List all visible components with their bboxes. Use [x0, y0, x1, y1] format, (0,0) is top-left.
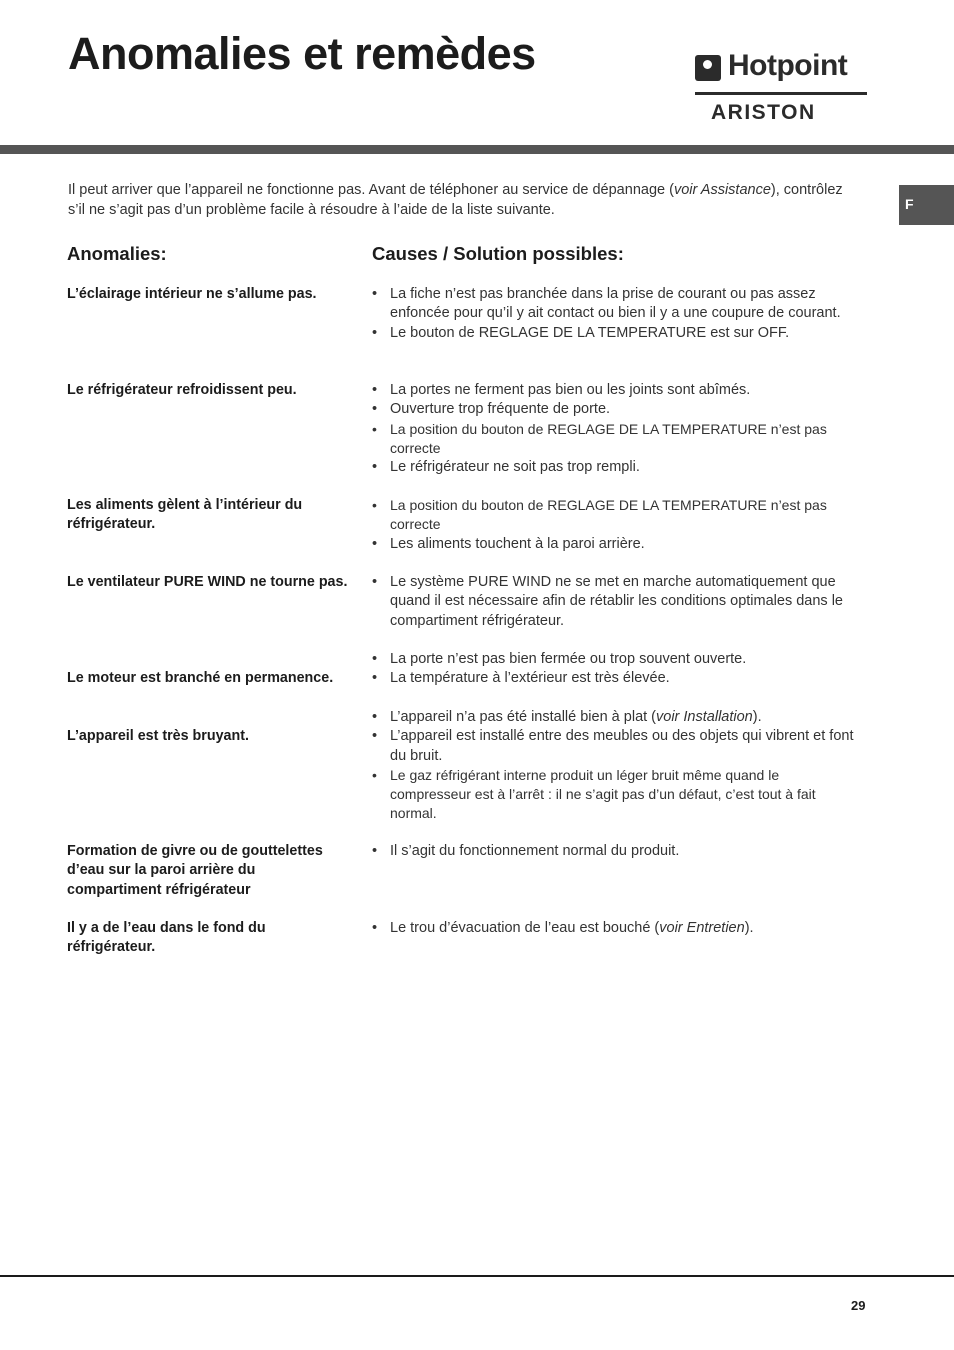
hotpoint-logo-icon — [695, 55, 721, 81]
logo-hotpoint-text: Hotpoint — [728, 49, 848, 82]
footer-rule — [0, 1275, 954, 1277]
intro-part1: Il peut arriver que l’appareil ne fonctionne pas. Avant de téléphoner au service de dépannage ( — [68, 182, 674, 198]
cause-item: • La position du bouton de REGLAGE DE LA TEMPERATURE n’est pas correcte — [372, 496, 850, 535]
cause-text: L’appareil n’a pas été installé bien à plat ( — [390, 709, 657, 725]
anomaly-item: Les aliments gèlent à l’intérieur du réfrigérateur. — [67, 497, 303, 533]
cause-item: • La position du bouton de REGLAGE DE LA TEMPERATURE n’est pas correcte — [372, 420, 850, 459]
cause-item: • La fiche n’est pas branchée dans la prise de courant ou pas assez enfoncée pour qu’il y ait contact ou bien il y a une coupure de courant. — [372, 285, 872, 324]
cause-link: voir Installation — [656, 709, 753, 725]
page-title: Anomalies et remèdes — [68, 28, 536, 79]
page-number: 29 — [851, 1298, 866, 1313]
cause-item: • L’appareil est installé entre des meubles ou des objets qui vibrent et font du bruit. — [372, 727, 872, 766]
cause-list — [372, 919, 872, 938]
cause-item: • Le bouton de REGLAGE DE LA TEMPERATURE est sur OFF. — [372, 324, 872, 343]
anomaly-item: L’appareil est très bruyant. — [67, 728, 249, 744]
cause-list — [372, 496, 872, 554]
cause-list — [372, 285, 872, 343]
cause-item — [372, 919, 872, 938]
cause-text: Le trou d’évacuation de l’eau est bouché ( — [390, 920, 660, 936]
cause-item: • La porte n’est pas bien fermée ou trop souvent ouverte. — [372, 650, 872, 669]
brand-logo — [694, 49, 868, 126]
header-bar — [0, 145, 954, 154]
cause-item — [372, 708, 872, 727]
language-tab — [899, 185, 954, 225]
cause-list — [372, 381, 872, 477]
anomaly-item: Il y a de l’eau dans le fond du réfrigérateur. — [67, 920, 266, 956]
causes-heading: Causes / Solution possibles: — [372, 243, 624, 264]
cause-list — [372, 573, 872, 631]
cause-item: • La portes ne ferment pas bien ou les joints sont abîmés. — [372, 381, 872, 400]
anomaly-item: Formation de givre ou de gouttelettes d’eau sur la paroi arrière du compartiment réfrigérateur — [67, 843, 323, 898]
language-tab-label: F — [905, 196, 914, 212]
cause-item: • Le réfrigérateur ne soit pas trop rempli. — [372, 458, 872, 477]
anomaly-item: Le moteur est branché en permanence. — [67, 670, 334, 686]
cause-list — [372, 650, 872, 689]
intro-part2: ), contrôlez s’il ne s’agit pas d’un problème facile à résoudre à l’aide de la liste suivante. — [68, 182, 843, 218]
cause-item: • Ouverture trop fréquente de porte. — [372, 400, 872, 419]
cause-list — [372, 842, 872, 861]
anomaly-item: L’éclairage intérieur ne s’allume pas. — [67, 286, 317, 302]
intro-link: voir Assistance — [673, 182, 771, 198]
cause-item: • Les aliments touchent à la paroi arrière. — [372, 535, 872, 554]
cause-item: • Le gaz réfrigérant interne produit un léger bruit même quand le compresseur est à l’arrêt : il ne s’agit pas d’un défaut, c’est tout à fait normal. — [372, 766, 860, 824]
anomalies-heading: Anomalies: — [67, 243, 167, 264]
cause-list — [372, 708, 872, 824]
anomaly-item: Le ventilateur PURE WIND ne tourne pas. — [67, 574, 348, 590]
logo-ariston-text: ARISTON — [711, 101, 816, 124]
cause-item: • Le système PURE WIND ne se met en marche automatiquement que quand il est nécessaire afin de rétablir les conditions optimales dans le compartiment réfrigérateur. — [372, 573, 872, 631]
cause-link: voir Entretien — [659, 920, 745, 936]
logo-divider — [695, 92, 867, 95]
cause-item: • La température à l’extérieur est très élevée. — [372, 669, 872, 688]
cause-text: ). — [752, 709, 762, 725]
cause-item: • Il s’agit du fonctionnement normal du produit. — [372, 842, 872, 861]
intro-text — [68, 181, 858, 220]
cause-text: ). — [744, 920, 754, 936]
anomaly-item: Le réfrigérateur refroidissent peu. — [67, 382, 297, 398]
